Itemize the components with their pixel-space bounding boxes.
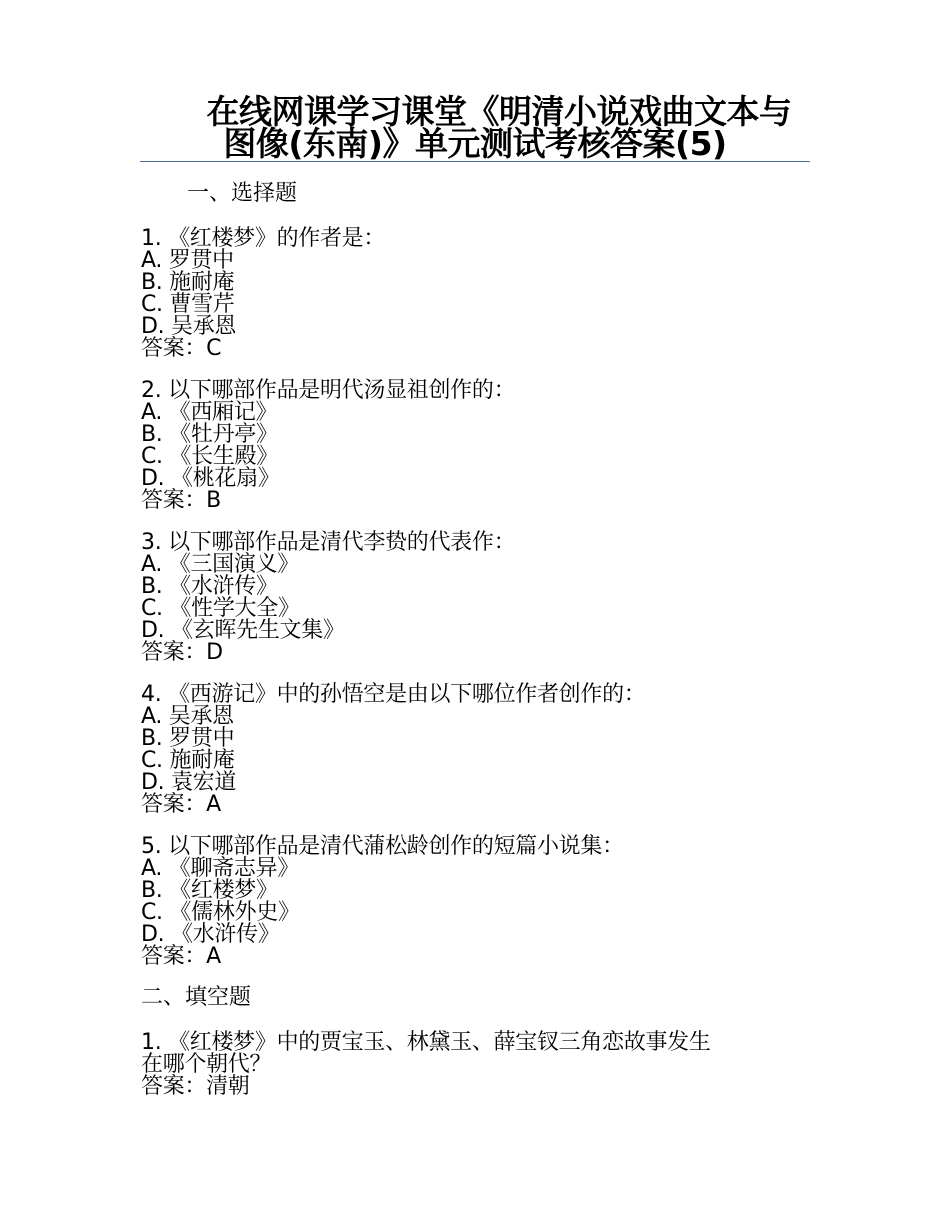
option-d: D. 《玄晖先生文集》 xyxy=(141,618,345,643)
title-line-1: 在线网课学习课堂《明清小说戏曲文本与 xyxy=(206,92,792,131)
option-c: C. 曹雪芹 xyxy=(141,292,235,317)
option-c: C. 《儒林外史》 xyxy=(141,900,300,925)
option-d: D. 吴承恩 xyxy=(141,314,237,339)
question-stem: 2. 以下哪部作品是明代汤显祖创作的： xyxy=(141,378,516,403)
option-d: D. 《桃花扇》 xyxy=(141,466,280,491)
question-5 xyxy=(141,836,624,968)
question-1 xyxy=(141,228,385,360)
question-stem-line-1: 1. 《红楼梦》中的贾宝玉、林黛玉、薛宝钗三角恋故事发生 xyxy=(141,1030,711,1055)
question-2 xyxy=(141,380,515,512)
answer: 答案：A xyxy=(141,792,221,817)
option-b: B. 《牡丹亭》 xyxy=(141,422,278,447)
option-b: B. 施耐庵 xyxy=(141,270,235,295)
title-line-2: 图像(东南)》单元测试考核答案(5) xyxy=(223,124,727,163)
option-a: A. 《聊斋志异》 xyxy=(141,856,299,881)
document-title xyxy=(140,92,810,163)
option-b: B. 《红楼梦》 xyxy=(141,878,278,903)
option-a: A. 《三国演义》 xyxy=(141,552,299,577)
answer: 答案：B xyxy=(141,488,221,513)
option-c: C. 《性学大全》 xyxy=(141,596,300,621)
section-heading-fill-in: 二、填空题 xyxy=(141,985,252,1010)
option-c: C. 《长生殿》 xyxy=(141,444,278,469)
option-d: D. 《水浒传》 xyxy=(141,922,280,947)
option-b: B. 《水浒传》 xyxy=(141,574,278,599)
option-a: A. 《西厢记》 xyxy=(141,400,278,425)
question-stem-line-2: 在哪个朝代？ xyxy=(141,1052,272,1077)
question-stem: 1. 《红楼梦》的作者是： xyxy=(141,226,386,251)
question-stem: 3. 以下哪部作品是清代李贽的代表作： xyxy=(141,530,516,555)
question-stem: 5. 以下哪部作品是清代蒲松龄创作的短篇小说集： xyxy=(141,834,624,859)
answer: 答案：清朝 xyxy=(141,1074,250,1099)
answer: 答案：C xyxy=(141,336,222,361)
option-a: A. 吴承恩 xyxy=(141,704,234,729)
option-b: B. 罗贯中 xyxy=(141,726,235,751)
answer: 答案：D xyxy=(141,640,223,665)
option-c: C. 施耐庵 xyxy=(141,748,235,773)
question-4 xyxy=(141,684,646,816)
title-underline-rule xyxy=(140,161,810,162)
answer: 答案：A xyxy=(141,944,221,969)
section-heading-choice: 一、选择题 xyxy=(187,181,298,206)
question-stem: 4. 《西游记》中的孙悟空是由以下哪位作者创作的： xyxy=(141,682,646,707)
question-3 xyxy=(141,532,515,664)
option-d: D. 袁宏道 xyxy=(141,770,237,795)
fill-in-question-1 xyxy=(141,1032,711,1098)
option-a: A. 罗贯中 xyxy=(141,248,234,273)
